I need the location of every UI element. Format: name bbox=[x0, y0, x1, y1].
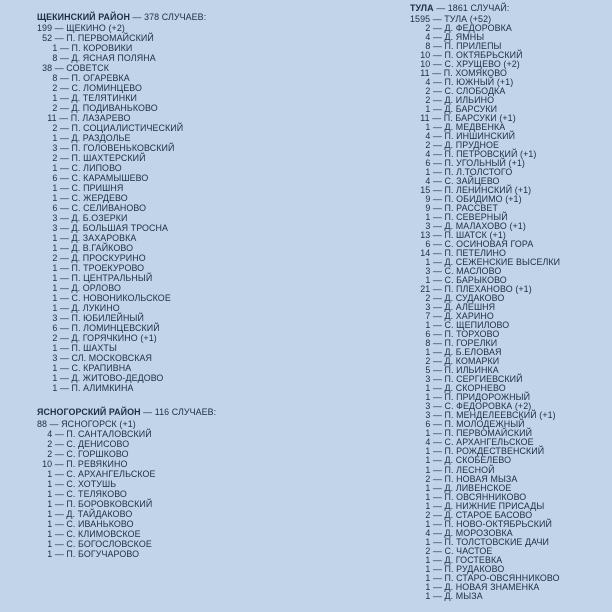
locality-row: 2 — Д. ГОРЯЧКИНО (+1) bbox=[37, 332, 157, 343]
locality-row: 9 — П. РАССВЕТ bbox=[410, 202, 498, 213]
locality-row: 3 — Д. АЛЕШНЯ bbox=[410, 302, 496, 313]
locality-row: 2 — П. СОЦИАЛИСТИЧЕСКИЙ bbox=[37, 122, 184, 133]
locality-row: 4 — П. ЮЖНЫЙ (+1) bbox=[410, 76, 514, 87]
locality-row: 8 — П. ОГАРЕВКА bbox=[37, 72, 130, 83]
locality-row: 2 — С. ГОРШКОВО bbox=[37, 448, 129, 459]
locality-row: 4 — Д. МОРОЗОВКА bbox=[410, 527, 513, 538]
locality-row: 4 — Д. ЯМНЫ bbox=[410, 31, 485, 42]
locality-row: 2 — Д. ФЕДОРОВКА bbox=[410, 22, 512, 33]
locality-row: 6 — П. МОЛОДЕЖНЫЙ bbox=[410, 419, 525, 430]
locality-row: 1 — С. БАРЫКОВО bbox=[410, 275, 507, 286]
locality-row: 6 — П. ТОРХОВО bbox=[410, 329, 500, 340]
locality-row: 4 — С. ЗАЙЦЕВО bbox=[410, 175, 500, 186]
locality-row: 1 — Д. ТЕЛЯТИНКИ bbox=[37, 92, 138, 103]
locality-row: 1 — С. ЖЕРДЕВО bbox=[37, 192, 128, 203]
locality-row: 1 — П. ШАХТЫ bbox=[37, 342, 117, 353]
locality-row: 11 — П. ЛАЗАРЕВО bbox=[37, 112, 131, 123]
locality-row: 1 — Д. РАЗДОЛЬЕ bbox=[37, 132, 131, 143]
locality-row: 14 — П. ПЕТЕЛИНО bbox=[410, 248, 507, 259]
locality-row: 1 — Д. СКОБЕЛЕВО bbox=[410, 455, 512, 466]
locality-row: 3 — П. СЕРГИЕВСКИЙ bbox=[410, 374, 523, 385]
locality-row: 1 — Д. ЛИВЕНСКОЕ bbox=[410, 482, 512, 493]
locality-row: 2 — С. ДЕНИСОВО bbox=[37, 438, 130, 449]
locality-row: 6 — С. КАРАМЫШЕВО bbox=[37, 172, 149, 183]
locality-row: 3 — Д. Б.ОЗЕРКИ bbox=[37, 212, 128, 223]
locality-row: 1 — С. ХОТУШЬ bbox=[37, 478, 117, 489]
locality-row: 1 — С. БОГОСЛОВСКОЕ bbox=[37, 539, 152, 550]
locality-row: 1 — П. СТАРО-ОВСЯННИКОВО bbox=[410, 572, 560, 583]
locality-row: 1 — Д. НОВАЯ ЗНАМЕНКА bbox=[410, 581, 540, 592]
locality-row: 1 — П. СЕВЕРНЫЙ bbox=[410, 211, 508, 222]
locality-row: 3 — Д. БОЛЬШАЯ ТРОСНА bbox=[37, 222, 169, 233]
locality-row: 8 — П. ГОРЕЛКИ bbox=[410, 338, 498, 349]
locality-row: 1 — П. ТОЛСТОВСКИЕ ДАЧИ bbox=[410, 536, 549, 547]
locality-row: 199 — ЩЕКИНО (+2) bbox=[37, 22, 125, 33]
locality-row: 1 — С. ЩЕПИЛОВО bbox=[410, 320, 510, 331]
locality-row: 6 — С. ОСИНОВАЯ ГОРА bbox=[410, 239, 534, 249]
locality-row: 1 — С. ПРИШНЯ bbox=[37, 182, 124, 193]
locality-row: 3 — СЛ. МОСКОВСКАЯ bbox=[37, 352, 153, 363]
locality-row: 2 — С. СЛОБОДКА bbox=[410, 85, 506, 96]
locality-row: 2 — С. ЧАСТОЕ bbox=[410, 545, 493, 556]
locality-row: 3 — С. МАСЛОВО bbox=[410, 266, 502, 277]
locality-row: 5 — П. ИЛЬИНКА bbox=[410, 365, 499, 376]
locality-row: 10 — П. РЕВЯКИНО bbox=[37, 458, 128, 469]
locality-row: 1 — П. КОРОВИКИ bbox=[37, 42, 133, 53]
locality-row: 1 — П. БОГУЧАРОВО bbox=[37, 549, 140, 560]
locality-row: 4 — П. ПЕТРОВСКИЙ (+1) bbox=[410, 148, 537, 159]
locality-row: 1 — П. Л.ТОЛСТОГО bbox=[410, 166, 513, 177]
locality-row: 1 — Д. ЗАХАРОВКА bbox=[37, 232, 137, 243]
locality-row: 1 — Д. БАРСУКИ bbox=[410, 103, 498, 114]
locality-row: 2 — С. ЛОМИНЦЕВО bbox=[37, 82, 142, 93]
district-total: — 116 СЛУЧАЕВ: bbox=[140, 407, 217, 417]
locality-row: 4 — С. АРХАНГЕЛЬСКОЕ bbox=[410, 437, 534, 448]
district-name: ЩЕКИНСКИЙ РАЙОН bbox=[37, 12, 130, 22]
locality-row: 1 — С. КРАПИВНА bbox=[37, 362, 132, 373]
locality-row: 7 — Д. ХАРИНО bbox=[410, 311, 494, 322]
locality-row: 8 — П. ПРИЛЕПЫ bbox=[410, 40, 502, 51]
locality-row: 3 — П. ГОЛОВЕНЬКОВСКИЙ bbox=[37, 142, 175, 153]
locality-row: 1 — С. КЛИМОВСКОЕ bbox=[37, 529, 141, 540]
locality-row: 1 — С. ИВАНЬКОВО bbox=[37, 519, 134, 529]
locality-row: 1 — П. НОВО-ОКТЯБРЬСКИЙ bbox=[410, 518, 552, 529]
locality-row: 1 — Д. Б.ЕЛОВАЯ bbox=[410, 347, 502, 358]
locality-row: 10 — С. ХРУЩЕВО (+2) bbox=[410, 58, 520, 69]
locality-row: 1 — Д. СЕЖЕНСКИЕ ВЫСЕЛКИ bbox=[410, 257, 561, 268]
locality-row: 1 — П. РУДАКОВО bbox=[410, 563, 505, 574]
district-heading bbox=[37, 12, 206, 22]
locality-row: 1 — П. ТРОЕКУРОВО bbox=[37, 262, 145, 273]
locality-row: 1 — П. ОВСЯННИКОВО bbox=[410, 491, 527, 502]
locality-row: 1 — С. АРХАНГЕЛЬСКОЕ bbox=[37, 468, 156, 479]
locality-row: 6 — С. СЕЛИВАНОВО bbox=[37, 202, 147, 213]
locality-row: 4 — П. ИНШИНСКИЙ bbox=[410, 130, 516, 141]
locality-row: 6 — П. УГОЛЬНЫЙ (+1) bbox=[410, 157, 525, 168]
locality-row: 1595 — ТУЛА (+52) bbox=[410, 13, 492, 24]
locality-row: 10 — П. ОКТЯБРЬСКИЙ bbox=[410, 49, 523, 60]
district-heading bbox=[37, 407, 216, 417]
district-total: — 378 СЛУЧАЕВ: bbox=[129, 12, 207, 22]
locality-row: 88 — ЯСНОГОРСК (+1) bbox=[37, 418, 136, 429]
locality-row: 1 — Д. ЖИТОВО-ДЕДОВО bbox=[37, 372, 164, 383]
locality-row: 2 — Д. СУДАКОВО bbox=[410, 293, 505, 304]
locality-row: 1 — Д. ЛУКИНО bbox=[37, 302, 120, 313]
locality-row: 3 — П. ЮБИЛЕЙНЫЙ bbox=[37, 312, 144, 323]
locality-row: 9 — П. ОБИДИМО (+1) bbox=[410, 193, 522, 204]
locality-row: 1 — С. ЛИПОВО bbox=[37, 162, 122, 173]
locality-row: 1 — Д. НИЖНИЕ ПРИСАДЫ bbox=[410, 500, 545, 511]
locality-row: 8 — Д. ЯСНАЯ ПОЛЯНА bbox=[37, 52, 156, 63]
district-heading bbox=[410, 3, 509, 13]
locality-row: 38 — СОВЕТСК bbox=[37, 62, 109, 73]
locality-row: 1 — Д. СКОРНЕВО bbox=[410, 383, 506, 394]
locality-row: 11 — П. БАРСУКИ (+1) bbox=[410, 112, 516, 123]
locality-row: 2 — П. ШАХТЕРСКИЙ bbox=[37, 152, 146, 163]
district-name: ЯСНОГОРСКИЙ РАЙОН bbox=[37, 407, 141, 417]
locality-row: 2 — Д. ПРУДНОЕ bbox=[410, 139, 500, 150]
locality-row: 1 — П. АЛИМКИНА bbox=[37, 382, 134, 393]
locality-row: 1 — П. РОЖДЕСТВЕНСКИЙ bbox=[410, 446, 545, 457]
district-name: ТУЛА bbox=[410, 3, 434, 13]
locality-row: 3 — С. ФЕДОРОВКА (+2) bbox=[410, 401, 532, 412]
locality-row: 1 — П. БОРОВКОВСКИЙ bbox=[37, 498, 153, 509]
locality-row: 1 — Д. В.ГАЙКОВО bbox=[37, 242, 134, 253]
locality-row: 2 — Д. ПОДИВАНЬКОВО bbox=[37, 102, 158, 113]
locality-row: 4 — П. САНТАЛОВСКИЙ bbox=[37, 428, 152, 439]
locality-row: 6 — П. ЛОМИНЦЕВСКИЙ bbox=[37, 322, 160, 333]
locality-row: 1 — С. НОВОНИКОЛЬСКОЕ bbox=[37, 292, 171, 303]
locality-row: 1 — П. ПЕРВОМАЙСКИЙ bbox=[410, 428, 533, 439]
district-total: — 1861 СЛУЧАЙ: bbox=[433, 3, 510, 13]
locality-row: 1 — Д. МЕДВЕНКА bbox=[410, 121, 506, 132]
locality-row: 1 — С. ТЕЛЯКОВО bbox=[37, 488, 127, 499]
locality-row: 2 — Д. ИЛЬИНО bbox=[410, 94, 495, 105]
locality-row: 3 — Д. МАЛАХОВО (+1) bbox=[410, 220, 526, 231]
locality-row: 1 — П. ЛЕСНОЙ bbox=[410, 464, 495, 475]
locality-row: 13 — П. ШАТСК (+1) bbox=[410, 229, 506, 240]
locality-row: 1 — П. ПРИДОРОЖНЫЙ bbox=[410, 392, 531, 403]
locality-row: 1 — П. ЦЕНТРАЛЬНЫЙ bbox=[37, 272, 153, 283]
locality-row: 2 — Д. СТАРОЕ БАСОВО bbox=[410, 509, 533, 520]
locality-row: 3 — П. МЕНДЕЛЕЕВСКИЙ (+1) bbox=[410, 410, 556, 421]
locality-row: 1 — Д. ОРЛОВО bbox=[37, 282, 121, 293]
locality-row: 52 — П. ПЕРВОМАЙСКИЙ bbox=[37, 32, 154, 43]
locality-row: 11 — П. ХОМЯКОВО bbox=[410, 67, 508, 78]
locality-row: 1 — Д. ГОСТЕВКА bbox=[410, 554, 503, 565]
locality-row: 1 — Д. МЫЗА bbox=[410, 590, 483, 601]
locality-row: 1 — Д. ТАЙДАКОВО bbox=[37, 508, 133, 519]
locality-row: 15 — П. ЛЕНИНСКИЙ (+1) bbox=[410, 184, 532, 195]
locality-row: 2 — Д. КОМАРКИ bbox=[410, 356, 500, 367]
locality-row: 2 — П. НОВАЯ МЫЗА bbox=[410, 473, 518, 484]
locality-row: 2 — Д. ПРОСКУРИНО bbox=[37, 252, 146, 263]
locality-row: 21 — П. ПЛЕХАНОВО (+1) bbox=[410, 284, 532, 295]
